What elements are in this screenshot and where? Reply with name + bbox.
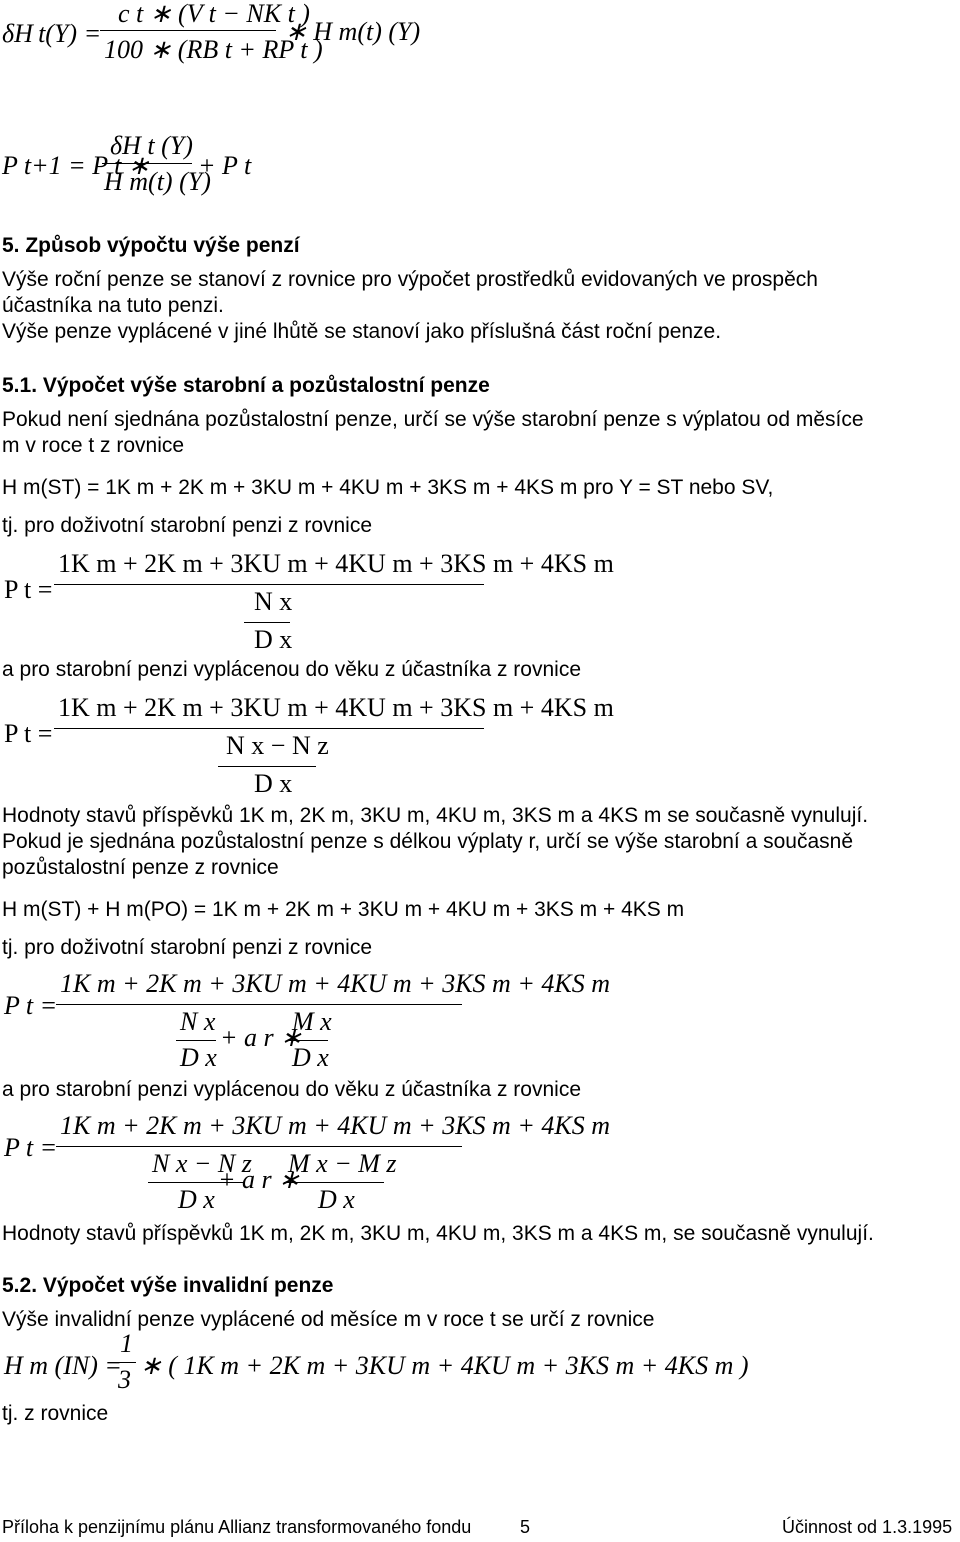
- formula-1-rhs: ∗ H m(t) (Y): [285, 17, 421, 46]
- fraction-bar: [54, 728, 484, 729]
- section-heading-5-2: 5.2. Výpočet výše invalidní penze: [2, 1274, 334, 1297]
- paragraph-line: m v roce t z rovnice: [2, 434, 185, 457]
- formula-5-term2-numerator: M x: [292, 1007, 332, 1036]
- formula-7-rhs: ∗ ( 1K m + 2K m + 3KU m + 4KU m + 3KS m + 4KS m ): [140, 1351, 749, 1380]
- formula-5-middle: + a r ∗: [220, 1023, 302, 1052]
- formula-3-lhs: P t =: [4, 575, 53, 604]
- formula-6-lhs: P t =: [4, 1133, 58, 1162]
- formula-6-term1-denominator: D x: [178, 1185, 215, 1214]
- section-heading-5-1: 5.1. Výpočet výše starobní a pozůstalostní penze: [2, 374, 490, 397]
- formula-1-numerator: c t ∗ (V t − NK t ): [118, 0, 310, 28]
- paragraph-line: Výše roční penze se stanoví z rovnice pro výpočet prostředků evidovaných ve prospěch: [2, 268, 818, 291]
- equation-line-st-po: H m(ST) + H m(PO) = 1K m + 2K m + 3KU m + 4KU m + 3KS m + 4KS m: [2, 898, 685, 921]
- fraction-bar: [288, 1040, 328, 1041]
- formula-1-denominator: 100 ∗ (RB t + RP t ): [104, 35, 323, 64]
- formula-3-inner-numerator: N x: [254, 587, 293, 616]
- fraction-bar: [56, 1146, 462, 1147]
- formula-2-denominator: H m(t) (Y): [104, 167, 211, 196]
- formula-3-inner-denominator: D x: [254, 625, 293, 654]
- footer-document-title: Příloha k penzijnímu plánu Allianz transformovaného fondu: [2, 1517, 472, 1537]
- formula-7-fraction-denominator: 3: [118, 1365, 131, 1394]
- paragraph-line: účastníka na tuto penzi.: [2, 294, 224, 317]
- paragraph-line: a pro starobní penzi vyplácenou do věku z účastníka z rovnice: [2, 658, 581, 681]
- paragraph-line: pozůstalostní penze z rovnice: [2, 856, 279, 879]
- formula-4-numerator: 1K m + 2K m + 3KU m + 4KU m + 3KS m + 4KS m: [58, 693, 614, 722]
- formula-6-term2-numerator: M x − M z: [288, 1149, 397, 1178]
- fraction-bar: [56, 1004, 462, 1005]
- formula-2-numerator: δH t (Y): [110, 131, 193, 160]
- paragraph-line: Hodnoty stavů příspěvků 1K m, 2K m, 3KU m, 4KU m, 3KS m a 4KS m se současně vynulují.: [2, 804, 869, 827]
- formula-7-fraction-numerator: 1: [120, 1329, 133, 1358]
- formula-6-term2-denominator: D x: [318, 1185, 355, 1214]
- paragraph-line: tj. pro doživotní starobní penzi z rovnice: [2, 936, 373, 959]
- fraction-bar: [100, 30, 276, 31]
- fraction-bar: [176, 1040, 216, 1041]
- formula-5-term1-numerator: N x: [180, 1007, 216, 1036]
- formula-5-numerator: 1K m + 2K m + 3KU m + 4KU m + 3KS m + 4KS m: [60, 969, 610, 998]
- paragraph-line: Pokud není sjednána pozůstalostní penze, určí se výše starobní penze s výplatou od měsíce: [2, 408, 864, 431]
- footer-page-number: 5: [520, 1517, 531, 1537]
- formula-6-term1-numerator: N x − N z: [152, 1149, 252, 1178]
- fraction-bar: [102, 163, 192, 164]
- formula-4-inner-denominator: D x: [254, 769, 293, 798]
- formula-6-middle: + a r ∗: [218, 1165, 300, 1194]
- formula-6-numerator: 1K m + 2K m + 3KU m + 4KU m + 3KS m + 4KS m: [60, 1111, 610, 1140]
- paragraph-line: Pokud je sjednána pozůstalostní penze s délkou výplaty r, určí se výše starobní a současně: [2, 830, 854, 853]
- paragraph-line: Výše penze vyplácené v jiné lhůtě se stanoví jako příslušná část roční penze.: [2, 320, 722, 343]
- formula-7-lhs: H m (IN) =: [4, 1351, 122, 1380]
- formula-5-term2-denominator: D x: [292, 1043, 329, 1072]
- paragraph-line: Hodnoty stavů příspěvků 1K m, 2K m, 3KU m, 4KU m, 3KS m a 4KS m, se současně vynulují.: [2, 1222, 874, 1245]
- formula-5-lhs: P t =: [4, 991, 58, 1020]
- formula-2-rhs: + P t: [198, 151, 252, 180]
- formula-4-lhs: P t =: [4, 719, 53, 748]
- fraction-bar: [54, 584, 484, 585]
- paragraph-line: tj. z rovnice: [2, 1402, 109, 1425]
- formula-5-term1-denominator: D x: [180, 1043, 217, 1072]
- fraction-bar: [244, 622, 290, 623]
- fraction-bar: [218, 766, 316, 767]
- paragraph-line: Výše invalidní penze vyplácené od měsíce m v roce t se určí z rovnice: [2, 1308, 655, 1331]
- section-heading-5: 5. Způsob výpočtu výše penzí: [2, 234, 300, 257]
- formula-2-lhs: P t+1 = P t ∗: [2, 151, 150, 180]
- paragraph-line: a pro starobní penzi vyplácenou do věku z účastníka z rovnice: [2, 1078, 581, 1101]
- formula-1-lhs: δH t(Y) =: [2, 19, 102, 48]
- footer-effective-date: Účinnost od 1.3.1995: [782, 1517, 953, 1537]
- fraction-bar: [114, 1362, 136, 1363]
- formula-4-inner-numerator: N x − N z: [226, 731, 329, 760]
- equation-line-st: H m(ST) = 1K m + 2K m + 3KU m + 4KU m + 3KS m + 4KS m pro Y = ST nebo SV,: [2, 476, 774, 499]
- formula-3-numerator: 1K m + 2K m + 3KU m + 4KU m + 3KS m + 4KS m: [58, 549, 614, 578]
- paragraph-line: tj. pro doživotní starobní penzi z rovnice: [2, 514, 373, 537]
- fraction-bar: [284, 1182, 384, 1183]
